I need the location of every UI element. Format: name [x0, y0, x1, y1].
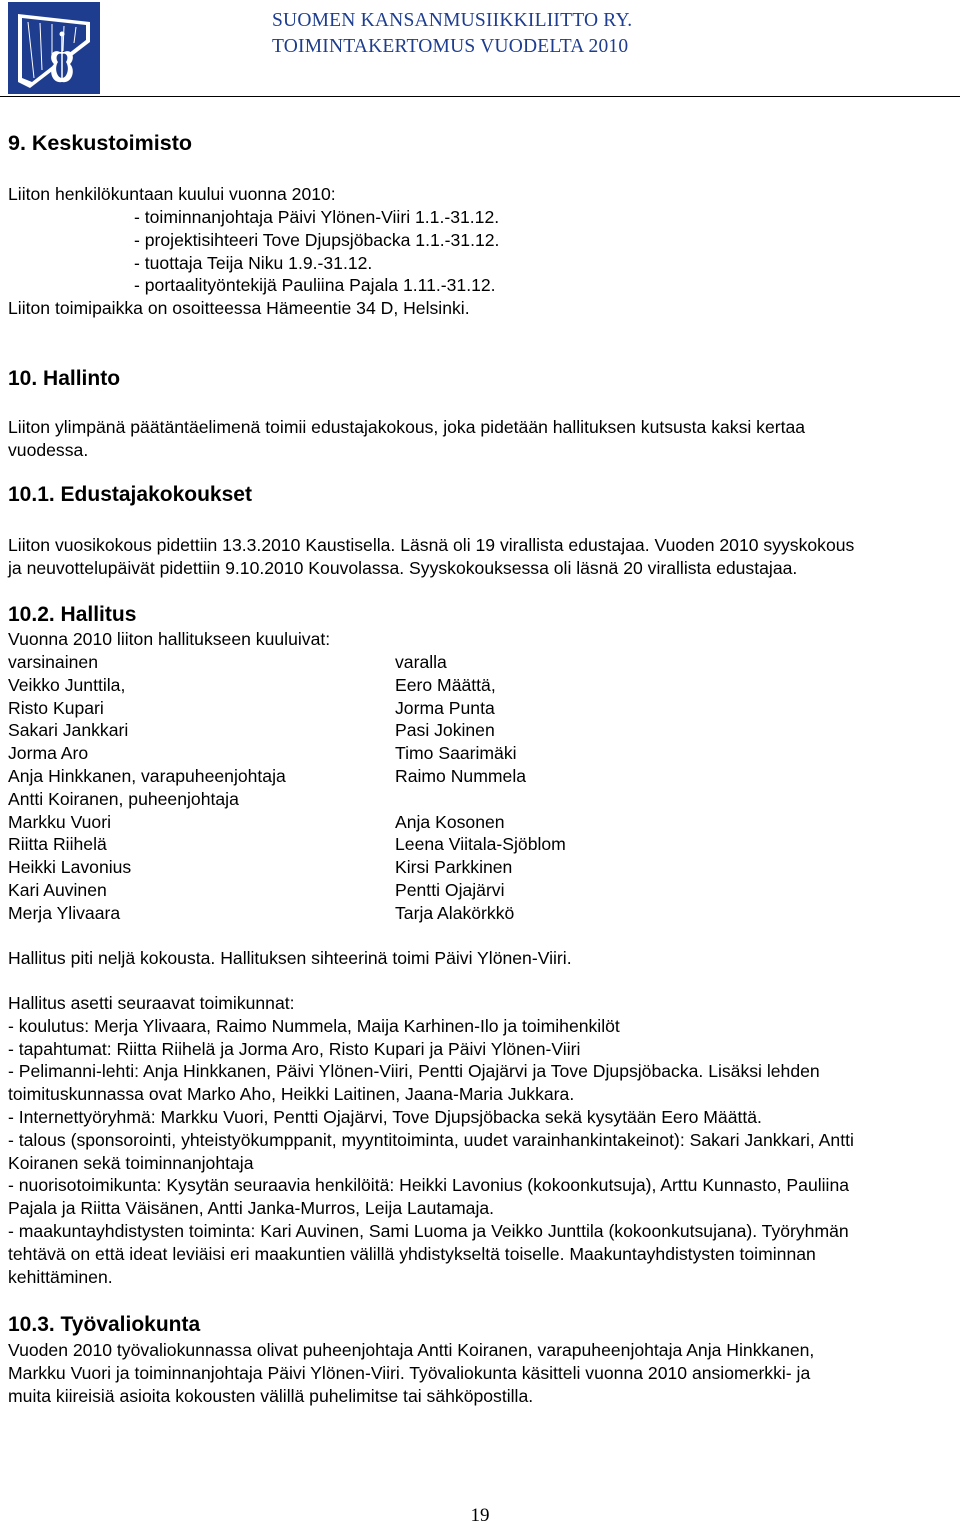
section-9-intro: Liiton henkilökuntaan kuului vuonna 2010:: [8, 184, 336, 204]
board-member: Heikki Lavonius: [8, 857, 132, 878]
paragraph-line: Vuoden 2010 työvaliokunnassa olivat puheenjohtaja Antti Koiranen, varapuheenjohtaja Anja Hinkkanen,: [8, 1340, 815, 1360]
list-item: - portaalityöntekijä Pauliina Pajala 1.11.-31.12.: [134, 275, 496, 296]
paragraph-line: vuodessa.: [8, 439, 89, 460]
list-item: - tuottaja Teija Niku 1.9.-31.12.: [134, 252, 373, 273]
paragraph-line: Markku Vuori ja toiminnanjohtaja Päivi Ylönen-Viiri. Työvaliokunta käsitteli vuonna 2010 ansiomerkki- ja: [8, 1362, 811, 1383]
header-divider: [0, 96, 960, 97]
section-10-2-title: 10.2. Hallitus: [8, 603, 137, 626]
board-member: Risto Kupari: [8, 697, 104, 718]
staff-list: [134, 206, 499, 297]
office-address: Liiton toimipaikka on osoitteessa Hämeentie 34 D, Helsinki.: [8, 298, 470, 318]
deputy-member: varalla: [395, 652, 447, 672]
committees-text: [8, 992, 960, 1288]
paragraph-line: - Pelimanni-lehti: Anja Hinkkanen, Päivi Ylönen-Viiri, Pentti Ojajärvi ja Tove Djupsjöbacka. Lisäksi lehden: [8, 1061, 820, 1082]
section-10-text: [8, 416, 960, 462]
board-member: Riitta Riihelä: [8, 834, 107, 855]
list-item: - projektisihteeri Tove Djupsjöbacka 1.1.-31.12.: [134, 229, 500, 250]
board-member: Jorma Aro: [8, 743, 89, 764]
paragraph-line: - nuorisotoimikunta: Kysytän seuraavia henkilöitä: Heikki Lavonius (kokoonkutsuja), Arttu Kunnasto, Pauliina: [8, 1175, 850, 1196]
board-members-column: [8, 651, 286, 925]
paragraph-line: toimituskunnassa ovat Marko Aho, Heikki Laitinen, Jaana-Maria Jukkara.: [8, 1084, 575, 1105]
board-member: Markku Vuori: [8, 811, 111, 832]
paragraph-line: Liiton vuosikokous pidettiin 13.3.2010 Kaustisella. Läsnä oli 19 virallista edustajaa. Vuoden 2010 syyskokous: [8, 535, 855, 555]
section-10-1-text: [8, 534, 960, 580]
list-item: - toiminnanjohtaja Päivi Ylönen-Viiri 1.1.-31.12.: [134, 207, 500, 227]
paragraph-line: ja neuvottelupäivät pidettiin 9.10.2010 Kouvolassa. Syyskokouksessa oli läsnä 20 virallista edustajaa.: [8, 557, 798, 578]
board-member: Antti Koiranen, puheenjohtaja: [8, 788, 239, 809]
board-member: Kari Auvinen: [8, 879, 107, 900]
board-meetings-text: Hallitus piti neljä kokousta. Hallituksen sihteerinä toimi Päivi Ylönen-Viiri.: [8, 948, 572, 968]
paragraph-line: Liiton ylimpänä päätäntäelimenä toimii edustajakokous, joka pidetään hallituksen kutsusta kaksi kertaa: [8, 417, 806, 437]
paragraph-line: - maakuntayhdistysten toiminta: Kari Auvinen, Sami Luoma ja Veikko Junttila (kokoonkutsujana). Työryhmän: [8, 1220, 849, 1241]
deputy-member: Jorma Punta: [395, 697, 495, 718]
header-organization: SUOMEN KANSANMUSIIKKILIITTO RY.: [272, 10, 633, 31]
board-member: Sakari Jankkari: [8, 720, 129, 741]
board-member: Anja Hinkkanen, varapuheenjohtaja: [8, 765, 286, 786]
section-9-title: 9. Keskustoimisto: [8, 131, 192, 155]
paragraph-line: - koulutus: Merja Ylivaara, Raimo Nummela, Maija Karhinen-Ilo ja toimihenkilöt: [8, 1015, 620, 1036]
board-member: Veikko Junttila,: [8, 674, 126, 695]
paragraph-line: Pajala ja Riitta Väisänen, Antti Janka-Murros, Leija Lautamaja.: [8, 1198, 495, 1219]
deputy-member: Kirsi Parkkinen: [395, 857, 513, 878]
paragraph-line: - tapahtumat: Riitta Riihelä ja Jorma Aro, Risto Kupari ja Päivi Ylönen-Viiri: [8, 1038, 581, 1059]
board-member: varsinainen: [8, 652, 98, 672]
paragraph-line: - talous (sponsorointi, yhteistyökumppanit, myyntitoiminta, uudet varainhankintakeinot): Sakari Jankkari, Antti: [8, 1129, 854, 1150]
paragraph-line: Koiranen sekä toiminnanjohtaja: [8, 1152, 254, 1173]
deputy-member: Pentti Ojajärvi: [395, 879, 505, 900]
section-10-3-title: 10.3. Työvaliokunta: [8, 1313, 201, 1336]
deputy-member: Tarja Alakörkkö: [395, 902, 515, 923]
section-10-1-title: 10.1. Edustajakokoukset: [8, 483, 252, 506]
paragraph-line: kehittäminen.: [8, 1266, 113, 1287]
header-report-title: TOIMINTAKERTOMUS VUODELTA 2010: [272, 36, 629, 57]
section-10-title: 10. Hallinto: [8, 367, 121, 390]
deputy-members-column: [395, 651, 566, 925]
association-logo-icon: [8, 2, 100, 94]
paragraph-line: - Internettyöryhmä: Markku Vuori, Pentti Ojajärvi, Tove Djupsjöbacka sekä kysytään Eero Määttä.: [8, 1106, 762, 1127]
paragraph-line: Hallitus asetti seuraavat toimikunnat:: [8, 993, 295, 1013]
section-10-3-text: [8, 1339, 960, 1407]
deputy-member: Pasi Jokinen: [395, 720, 495, 741]
board-intro: Vuonna 2010 liiton hallitukseen kuuluivat:: [8, 629, 331, 649]
deputy-member: Raimo Nummela: [395, 765, 527, 786]
paragraph-line: muita kiireisiä asioita kokousten välillä puhelimitse tai sähköpostilla.: [8, 1385, 534, 1406]
deputy-member: Leena Viitala-Sjöblom: [395, 834, 566, 855]
deputy-member: Eero Määttä,: [395, 674, 496, 695]
deputy-member: Anja Kosonen: [395, 811, 505, 832]
paragraph-line: tehtävä on että ideat leviäisi eri maakuntien välillä yhdistykseltä toiselle. Maakuntayhdistysten toiminnan: [8, 1243, 816, 1264]
page-number: 19: [470, 1505, 490, 1526]
deputy-member: [395, 788, 566, 811]
board-member: Merja Ylivaara: [8, 902, 121, 923]
deputy-member: Timo Saarimäki: [395, 743, 517, 764]
